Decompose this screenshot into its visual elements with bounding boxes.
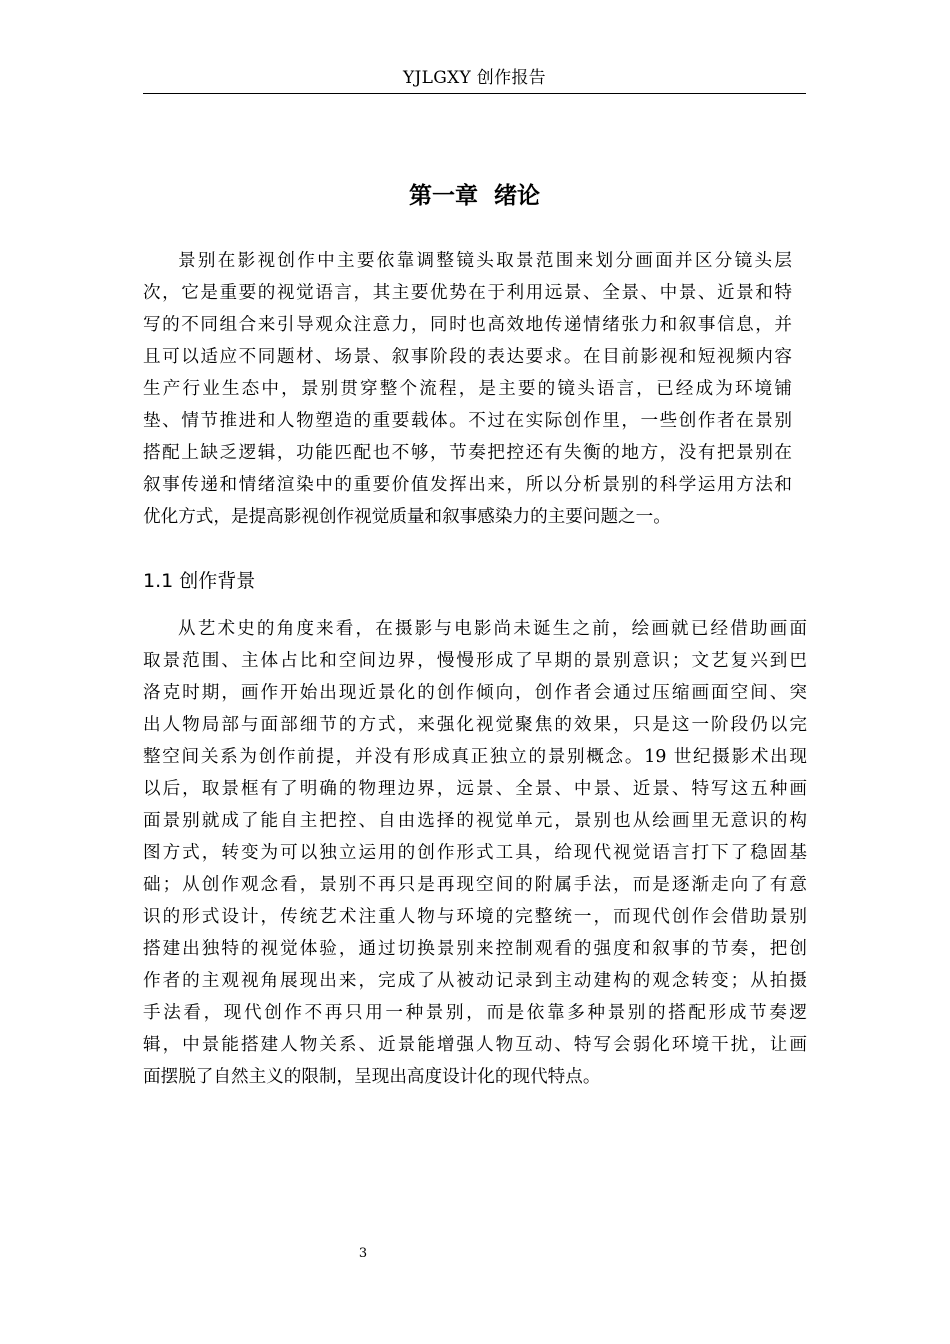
paragraph-line: 出人物局部与面部细节的方式，来强化视觉聚焦的效果，只是这一阶段仍以完: [143, 715, 807, 735]
paragraph-line: 辑，中景能搭建人物关系、近景能增强人物互动、特写会弱化环境干扰，让画: [143, 1035, 807, 1055]
paragraph-line: 次，它是重要的视觉语言，其主要优势在于利用远景、全景、中景、近景和特: [143, 283, 792, 303]
paragraph-line: 整空间关系为创作前提，并没有形成真正独立的景别概念。19 世纪摄影术出现: [143, 747, 807, 767]
running-header: YJLGXY 创作报告: [403, 68, 546, 88]
paragraph-line: 手法看，现代创作不再只用一种景别，而是依靠多种景别的搭配形成节奏逻: [143, 1003, 807, 1023]
paragraph-line: 作者的主观视角展现出来，完成了从被动记录到主动建构的观念转变；从拍摄: [143, 971, 807, 991]
paragraph-line: 搭建出独特的视觉体验，通过切换景别来控制观看的强度和叙事的节奏，把创: [143, 939, 807, 959]
paragraph-line: 搭配上缺乏逻辑，功能匹配也不够，节奏把控还有失衡的地方，没有把景别在: [143, 443, 792, 463]
paragraph-line: 且可以适应不同题材、场景、叙事阶段的表达要求。在目前影视和短视频内容: [143, 347, 792, 367]
paragraph-line: 取景范围、主体占比和空间边界，慢慢形成了早期的景别意识；文艺复兴到巴: [143, 651, 807, 671]
paragraph-line: 优化方式，是提高影视创作视觉质量和叙事感染力的主要问题之一。: [143, 507, 671, 527]
chapter-title: 第一章 绪论: [408, 183, 540, 209]
intro-paragraph: [143, 245, 792, 533]
page-number: 3: [358, 1246, 368, 1261]
paragraph-line: 以后，取景框有了明确的物理边界，远景、全景、中景、近景、特写这五种画: [143, 779, 807, 799]
paragraph-line: 洛克时期，画作开始出现近景化的创作倾向，创作者会通过压缩画面空间、突: [143, 683, 807, 703]
paragraph-line: 础；从创作观念看，景别不再只是再现空间的附属手法，而是逐渐走向了有意: [143, 875, 807, 895]
paragraph-line: 图方式，转变为可以独立运用的创作形式工具，给现代视觉语言打下了稳固基: [143, 843, 807, 863]
paragraph-line: 生产行业生态中，景别贯穿整个流程，是主要的镜头语言，已经成为环境铺: [143, 379, 792, 399]
paragraph-line: 识的形式设计，传统艺术注重人物与环境的完整统一，而现代创作会借助景别: [143, 907, 807, 927]
paragraph-line: 叙事传递和情绪渲染中的重要价值发挥出来，所以分析景别的科学运用方法和: [143, 475, 792, 495]
header-rule: [143, 93, 806, 94]
section-title: 1.1 创作背景: [143, 570, 256, 592]
paragraph-line: 景别在影视创作中主要依靠调整镜头取景范围来划分画面并区分镜头层: [178, 251, 792, 271]
paragraph-line: 面景别就成了能自主把控、自由选择的视觉单元，景别也从绘画里无意识的构: [143, 811, 807, 831]
paragraph-line: 从艺术史的角度来看，在摄影与电影尚未诞生之前，绘画就已经借助画面: [178, 619, 807, 639]
background-paragraph: [143, 613, 807, 1093]
paragraph-line: 面摆脱了自然主义的限制，呈现出高度设计化的现代特点。: [143, 1067, 601, 1087]
paragraph-line: 写的不同组合来引导观众注意力，同时也高效地传递情绪张力和叙事信息，并: [143, 315, 792, 335]
paragraph-line: 垫、情节推进和人物塑造的重要载体。不过在实际创作里，一些创作者在景别: [143, 411, 792, 431]
